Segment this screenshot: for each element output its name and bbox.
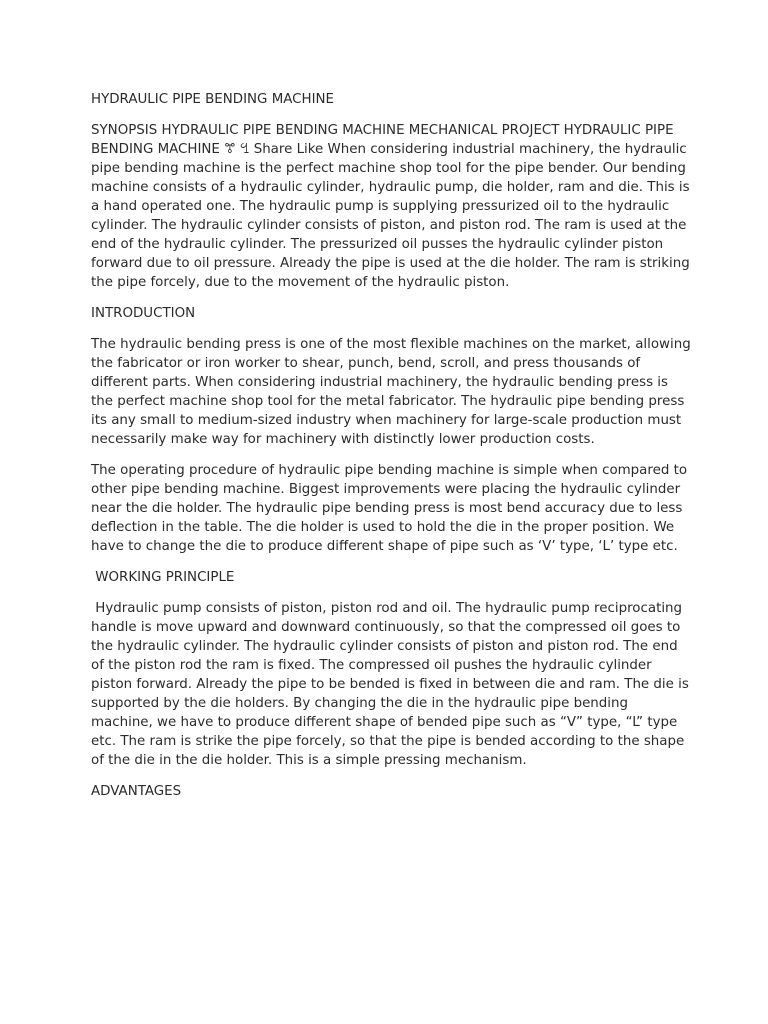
working-principle-paragraph: Hydraulic pump consists of piston, piston rod and oil. The hydraulic pump reciprocating handle is move upward and downward continuously, so that the compressed oil goes to the hydraulic cylinder. The hydraulic cylinder consists of piston and piston rod. The end of the piston rod the ram is fixed. The compressed oil pushes the hydraulic cylinder piston forward. Already the pipe to be bended is fixed in between die and ram. The die is supported by the die holders. By changing the die in the hydraulic pipe bending machine, we have to produce diﬀerent shape of bended pipe such as “V” type, “L” type etc. The ram is strike the pipe forcely, so that the pipe is bended according to the shape of the die in the die holder. This is a simple pressing mechanism.	[91, 601, 694, 768]
working-principle-heading: WORKING PRINCIPLE	[91, 570, 235, 585]
advantages-heading: ADVANTAGES	[91, 784, 182, 799]
document-page	[91, 90, 694, 813]
introduction-paragraph-2: The operating procedure of hydraulic pipe bending machine is simple when compared to other pipe bending machine. Biggest improvements were placing the hydraulic cylinder near the die holder. The hydraulic pipe bending press is most bend accuracy due to less deﬂection in the table. The die holder is used to hold the die in the proper position. We have to change the die to produce diﬀerent shape of pipe such as ‘V’ type, ‘L’ type etc.	[91, 463, 688, 554]
introduction-heading: INTRODUCTION	[91, 306, 196, 321]
document-title: HYDRAULIC PIPE BENDING MACHINE	[91, 92, 335, 107]
synopsis-paragraph: SYNOPSIS HYDRAULIC PIPE BENDING MACHINE MECHANICAL PROJECT HYDRAULIC PIPE BENDING MACHINE ꔅ ꔇ Share Like When considering industrial machinery, the hydraulic pipe bending machine is the perfect machine shop tool for the pipe bender. Our bending machine consists of a hydraulic cylinder, hydraulic pump, die holder, ram and die. This is a hand operated one. The hydraulic pump is supplying pressurized oil to the hydraulic cylinder. The hydraulic cylinder consists of piston, and piston rod. The ram is used at the end of the hydraulic cylinder. The pressurized oil pusses the hydraulic cylinder piston forward due to oil pressure. Already the pipe is used at the die holder. The ram is striking the pipe forcely, due to the movement of the hydraulic piston.	[91, 123, 690, 290]
introduction-paragraph-1: The hydraulic bending press is one of the most flexible machines on the market, allowing the fabricator or iron worker to shear, punch, bend, scroll, and press thousands of diﬀerent parts. When considering industrial machinery, the hydraulic bending press is the perfect machine shop tool for the metal fabricator. The hydraulic pipe bending press its any small to medium-sized industry when machinery for large-scale production must necessarily make way for machinery with distinctly lower production costs.	[91, 337, 691, 447]
